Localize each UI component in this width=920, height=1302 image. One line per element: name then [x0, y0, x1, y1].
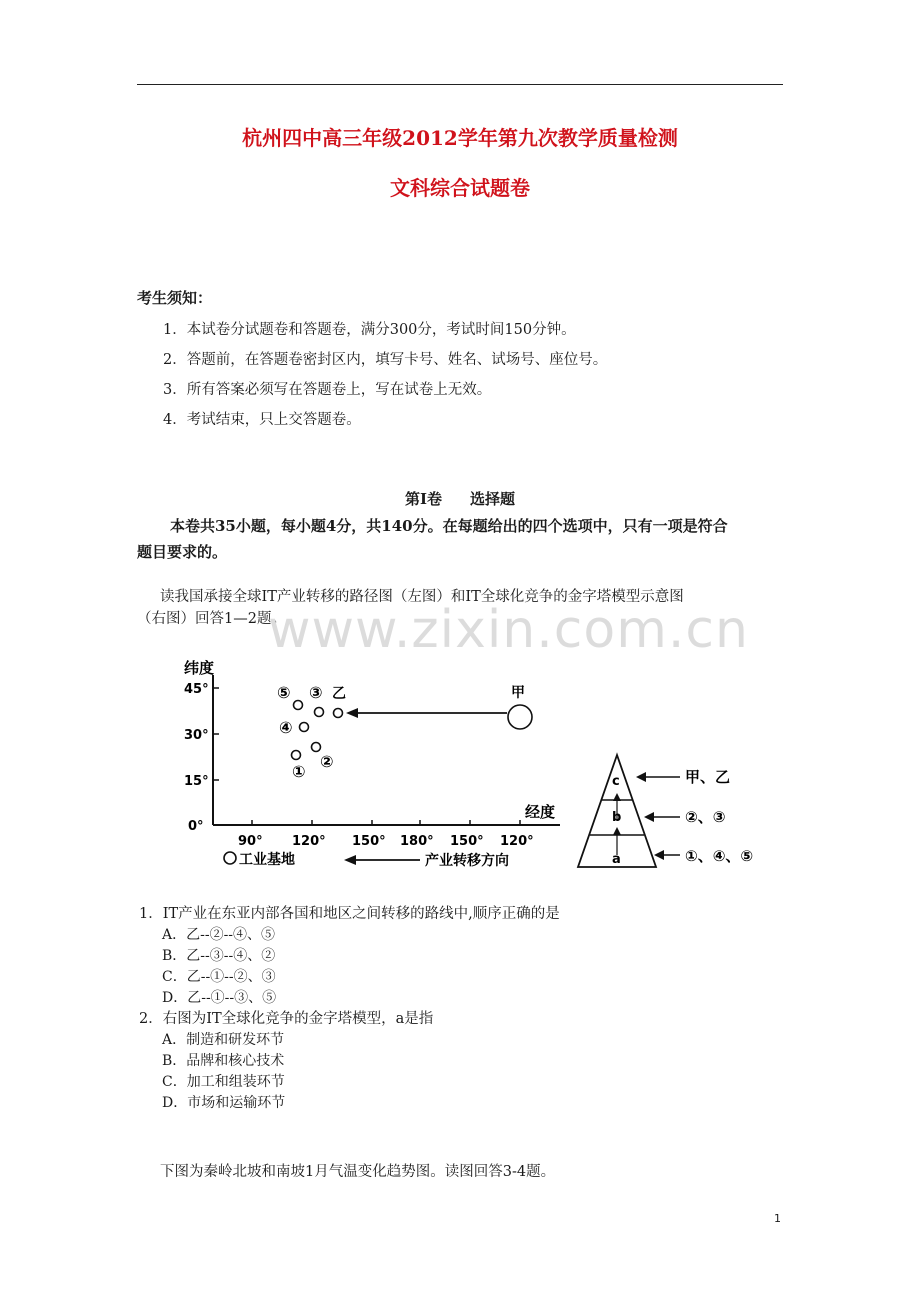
- pyramid-level-c: c: [612, 774, 620, 789]
- base-5-marker: [294, 701, 303, 710]
- base-3-marker: [315, 708, 324, 717]
- x-tick-label: 90°: [238, 834, 263, 849]
- x-tick-label: 150°: [450, 834, 484, 849]
- figure: [180, 655, 785, 885]
- section-title-type: 选择题: [470, 490, 516, 508]
- question-1-option-d: D．乙--①--③、⑤: [162, 990, 277, 1006]
- y-tick-label: 0°: [188, 819, 204, 834]
- x-tick-label: 180°: [400, 834, 434, 849]
- top-rule: [137, 84, 783, 85]
- page-number: 1: [774, 1212, 781, 1225]
- y-tick-label: 15°: [184, 774, 209, 789]
- base-jia-marker: [508, 705, 532, 729]
- section-instructions-cont: 题目要求的。: [137, 543, 228, 561]
- intro-text-cont: （右图）回答1—2题。: [137, 611, 286, 627]
- x-tick-label: 150°: [352, 834, 386, 849]
- watermark: www.zixin.com.cn: [268, 600, 749, 660]
- pyramid-label-middle: ②、③: [685, 808, 726, 826]
- base-4-marker: [300, 723, 309, 732]
- base-yi-marker: [334, 709, 343, 718]
- base-label: ③: [309, 683, 323, 702]
- base-label: ①: [292, 762, 306, 781]
- question-1-option-b: B．乙--③--④、②: [162, 948, 276, 964]
- y-tick-label: 30°: [184, 728, 209, 743]
- question-1-option-c: C．乙--①--②、③: [162, 969, 276, 985]
- x-axis-label: 经度: [525, 803, 556, 821]
- question-2-option-a: A．制造和研发环节: [162, 1032, 285, 1048]
- base-label: 甲: [511, 685, 525, 701]
- notice-heading: 考生须知：: [137, 289, 213, 307]
- notice-item: 3．所有答案必须写在答题卷上，写在试卷上无效。: [163, 382, 492, 398]
- x-tick-label: 120°: [500, 834, 534, 849]
- notice-item: 2．答题前，在答题卷密封区内，填写卡号、姓名、试场号、座位号。: [163, 352, 608, 368]
- base-label: ⑤: [277, 683, 291, 702]
- intro-text: 读我国承接全球IT产业转移的路径图（左图）和IT全球化竞争的金字塔模型示意图: [160, 589, 684, 605]
- y-axis-label: 纬度: [184, 659, 215, 677]
- pyramid-level-b: b: [612, 810, 622, 825]
- question-2-option-b: B．品牌和核心技术: [162, 1053, 285, 1069]
- base-label: ②: [320, 752, 334, 771]
- question-2-option-c: C．加工和组装环节: [162, 1074, 285, 1090]
- base-2-marker: [312, 743, 321, 752]
- question-2-stem: 2．右图为IT全球化竞争的金字塔模型，a是指: [139, 1011, 434, 1027]
- legend-industrial-base: 工业基地: [239, 852, 295, 868]
- notice-item: 1．本试卷分试题卷和答题卷，满分300分，考试时间150分钟。: [163, 322, 576, 338]
- notice-item: 4．考试结束，只上交答题卷。: [163, 412, 361, 428]
- x-tick-label: 120°: [292, 834, 326, 849]
- svg-text:○: ○: [218, 852, 231, 868]
- legend-transfer-direction: 产业转移方向: [425, 853, 509, 869]
- section-title: [0, 488, 920, 509]
- base-label: 乙: [332, 686, 346, 702]
- exam-subtitle: 文科综合试题卷: [390, 176, 530, 200]
- y-tick-label: 45°: [184, 682, 209, 697]
- question-1-stem: 1．IT产业在东亚内部各国和地区之间转移的路线中,顺序正确的是: [139, 906, 560, 922]
- next-figure-intro: 下图为秦岭北坡和南坡1月气温变化趋势图。读图回答3-4题。: [160, 1164, 556, 1180]
- section-instructions: 本卷共35小题，每小题4分，共140分。在每题给出的四个选项中，只有一项是符合: [170, 517, 728, 535]
- pyramid-label-top: 甲、乙: [685, 768, 731, 786]
- exam-title: 杭州四中高三年级2012学年第九次教学质量检测: [242, 126, 678, 150]
- pyramid-level-a: a: [612, 852, 621, 867]
- question-1-option-a: A．乙--②--④、⑤: [162, 927, 276, 943]
- base-label: ④: [279, 718, 293, 737]
- pyramid-label-bottom: ①、④、⑤: [685, 847, 754, 865]
- question-2-option-d: D．市场和运输环节: [162, 1095, 286, 1111]
- base-1-marker: [292, 751, 301, 760]
- section-title-volume: 第Ⅰ卷: [404, 490, 442, 508]
